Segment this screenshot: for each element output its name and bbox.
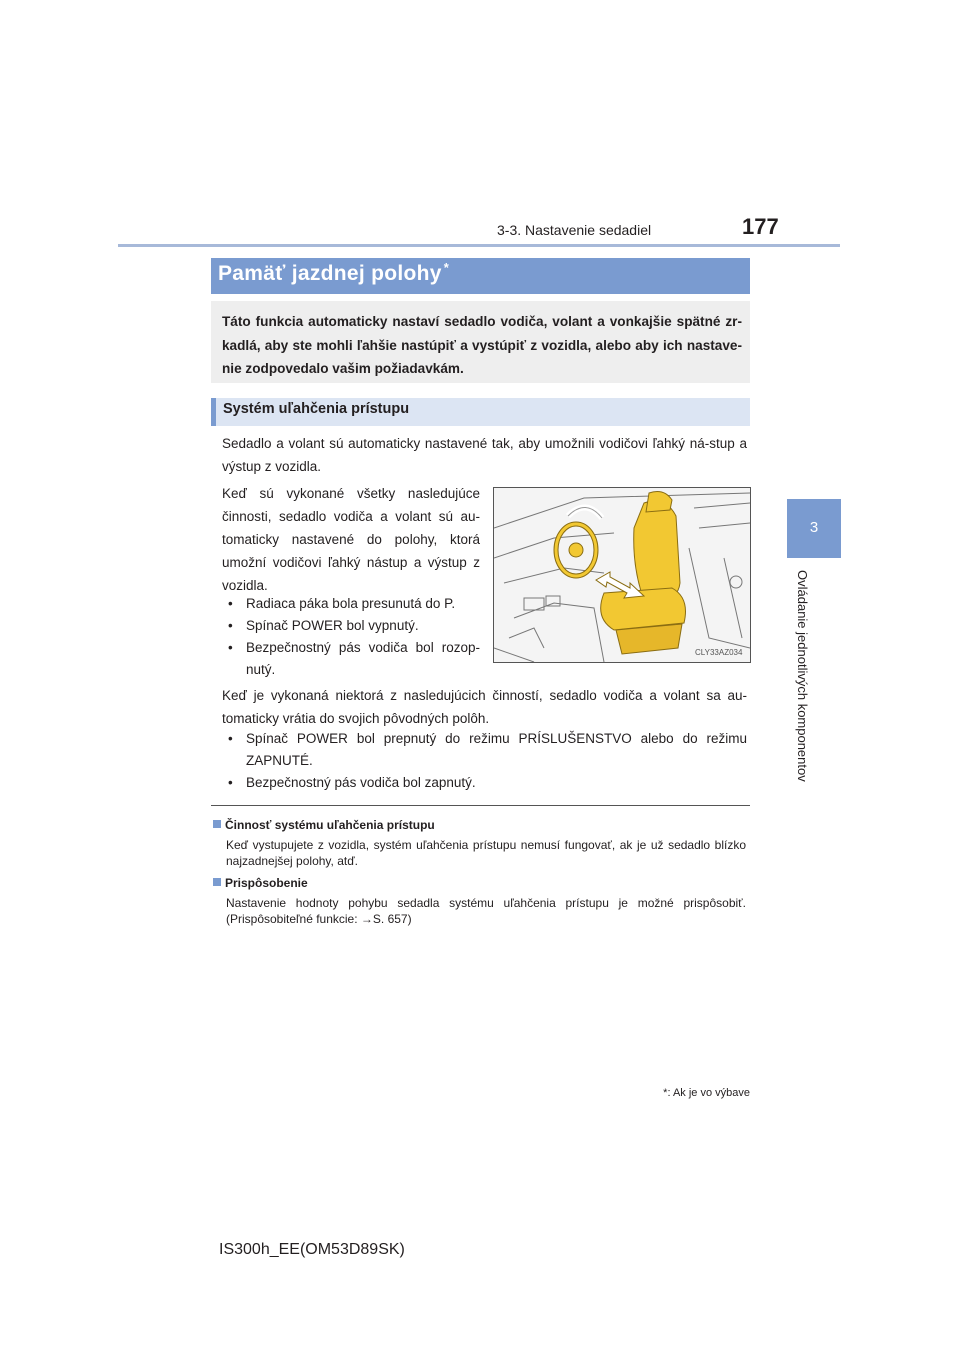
list-item-text: Spínač POWER bol prepnutý do režimu PRÍSLUŠENSTVO alebo do režimu ZAPNUTÉ. bbox=[246, 731, 747, 768]
title-asterisk: * bbox=[443, 260, 450, 275]
chapter-number: 3 bbox=[809, 519, 819, 536]
bullet-glyph: • bbox=[228, 640, 233, 655]
note-heading bbox=[213, 818, 435, 832]
list-item-text: Bezpečnostný pás vodiča bol zapnutý. bbox=[246, 775, 476, 790]
note-heading-text: Prispôsobenie bbox=[225, 876, 308, 890]
bullet-glyph: • bbox=[228, 596, 233, 611]
note-heading-text: Činnosť systému uľahčenia prístupu bbox=[225, 818, 435, 832]
chapter-title-vertical: Ovládanie jednotlivých komponentov bbox=[795, 570, 810, 782]
list-item-text: Spínač POWER bol vypnutý. bbox=[246, 618, 419, 633]
footnote: *: Ak je vo výbave bbox=[663, 1087, 750, 1099]
list-item bbox=[228, 593, 480, 615]
list-item bbox=[228, 728, 747, 772]
note-heading bbox=[213, 876, 308, 890]
subsection-title: Systém uľahčenia prístupu bbox=[223, 401, 410, 417]
section-title bbox=[218, 260, 449, 286]
seat-illustration-svg bbox=[494, 488, 750, 662]
paragraph-conditions: Keď sú vykonané všetky nasledujúce činnosti, sedadlo vodiča a volant sú au-tomaticky nastavené do polohy, ktorá umožní vodičovi ľahký nástup a výstup z vozidla. bbox=[222, 486, 480, 593]
page-number: 177 bbox=[742, 214, 779, 239]
notes-divider bbox=[211, 805, 750, 806]
square-bullet-icon bbox=[213, 878, 221, 886]
header-rule bbox=[118, 244, 840, 247]
list-item bbox=[228, 772, 747, 794]
seat-illustration bbox=[493, 487, 751, 663]
subsection-accent bbox=[211, 398, 216, 426]
paragraph-intro: Sedadlo a volant sú automaticky nastavené tak, aby umožnili vodičovi ľahký ná-stup a výstup z vozidla. bbox=[222, 436, 747, 474]
list-item-text: Bezpečnostný pás vodiča bol rozop-nutý. bbox=[246, 640, 480, 677]
bullet-glyph: • bbox=[228, 731, 233, 746]
intro-text: Táto funkcia automaticky nastaví sedadlo vodiča, volant a vonkajšie spätné zr-kadlá, aby ste mohli ľahšie nastúpiť a vystúpiť z vozidla, alebo aby ich nastave-nie zodpovedalo vašim požiadavkám. bbox=[222, 314, 742, 376]
figure-code: CLY33AZ034 bbox=[695, 648, 743, 657]
note-body: Nastavenie hodnoty pohybu sedadla systému uľahčenia prístupu je možné prispôsobiť. (Prispôsobiteľné funkcie: →S. 657) bbox=[226, 896, 746, 926]
paragraph-return: Keď je vykonaná niektorá z nasledujúcich činností, sedadlo vodiča a volant sa au-tomaticky vrátia do svojich pôvodných polôh. bbox=[222, 688, 747, 726]
list-item-text: Radiaca páka bola presunutá do P. bbox=[246, 596, 456, 611]
list-item bbox=[228, 615, 480, 637]
header-section-title: 3-3. Nastavenie sedadiel bbox=[497, 222, 652, 238]
list-item bbox=[228, 637, 480, 681]
square-bullet-icon bbox=[213, 820, 221, 828]
note-body: Keď vystupujete z vozidla, systém uľahčenia prístupu nemusí fungovať, ak je už sedadlo blízko najzadnejšej polohy, atď. bbox=[226, 838, 746, 868]
footer-model-code: IS300h_EE(OM53D89SK) bbox=[219, 1241, 405, 1258]
bullet-glyph: • bbox=[228, 618, 233, 633]
bullet-glyph: • bbox=[228, 775, 233, 790]
section-title-label: Pamäť jazdnej polohy bbox=[218, 262, 442, 285]
